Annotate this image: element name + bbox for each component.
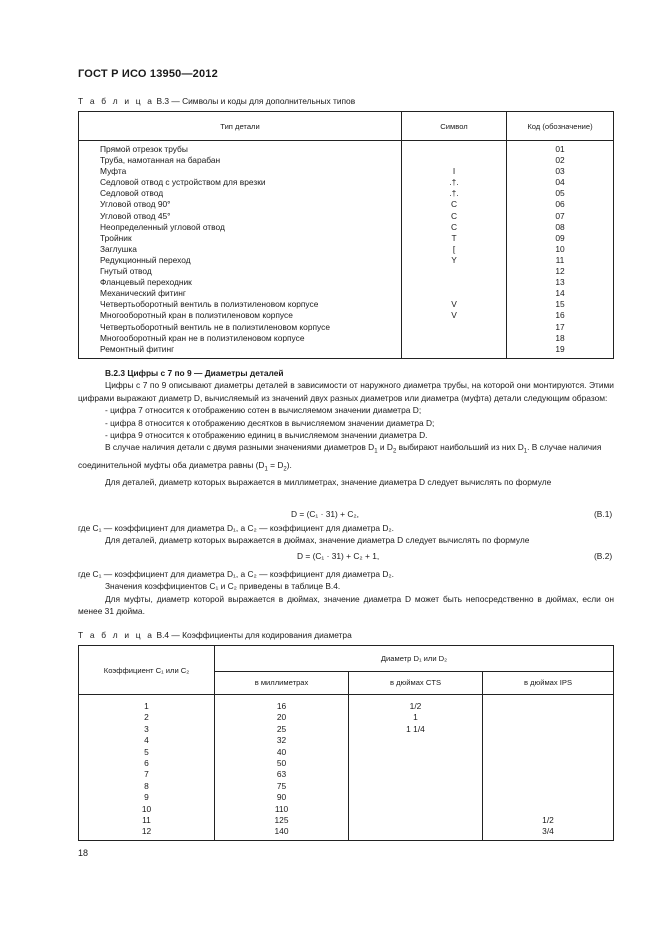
- symbol-cell: C: [450, 199, 458, 210]
- coefficient-cell: 1: [144, 701, 149, 711]
- ips-column: [483, 695, 614, 841]
- code-cell: 03: [555, 166, 565, 177]
- coefficient-cell: 12: [141, 826, 152, 837]
- part-type-cell: Четвертьоборотный вентиль не в полиэтиленовом корпусе: [100, 321, 330, 332]
- column-header: Символ: [402, 112, 507, 141]
- ips-cell: 1/2: [542, 814, 554, 825]
- symbol-cell: .†.: [449, 177, 459, 188]
- mm-cell: 16: [276, 701, 287, 711]
- part-type-cell: Седловой отвод: [100, 188, 164, 199]
- code-cell: 19: [555, 343, 565, 354]
- code-cell: 05: [555, 188, 565, 199]
- paragraph: Для деталей, диаметр которых выражается в дюймах, значение диаметра D следует вычислять по формуле: [105, 535, 530, 546]
- page-number: 18: [78, 848, 89, 858]
- code-cell: 10: [555, 243, 565, 254]
- cts-cell: 1/2: [409, 701, 422, 711]
- coefficient-cell: 4: [144, 735, 149, 746]
- part-type-cell: Муфта: [100, 166, 127, 177]
- coefficient-cell: 5: [144, 746, 149, 757]
- list-item: - цифра 8 относится к отображению десятков в вычисляемом значении диаметра D;: [105, 417, 435, 428]
- part-type-cell: Неопределенный угловой отвод: [100, 221, 225, 232]
- where-clause: где C₁ — коэффициент для диаметра D₁, а C₂ — коэффициент для диаметра D₂.: [78, 523, 395, 533]
- formula-b1-number: (В.1): [594, 509, 613, 519]
- list-item: - цифра 7 относится к отображению сотен в вычисляемом значении диаметра D;: [105, 405, 422, 416]
- coefficient-column: [79, 695, 215, 841]
- part-type-cell: Прямой отрезок трубы: [100, 144, 188, 154]
- code-cell: 08: [555, 221, 565, 232]
- code-cell: 18: [555, 332, 565, 343]
- cts-cell: [349, 781, 482, 792]
- ips-cell: [483, 712, 613, 723]
- code-cell: 11: [555, 254, 565, 265]
- mm-cell: 140: [274, 826, 289, 837]
- part-type-cell: Ремонтный фитинг: [100, 343, 175, 354]
- symbol-cell: [402, 288, 506, 299]
- table-b4-caption: Т а б л и ц а В.4 — Коэффициенты для кодирования диаметра: [78, 630, 352, 640]
- coefficient-cell: 7: [144, 769, 149, 780]
- symbol-column: [402, 141, 507, 359]
- symbol-cell: I: [452, 166, 456, 177]
- part-type-cell: Заглушка: [100, 243, 137, 254]
- cts-cell: [349, 769, 482, 780]
- symbol-cell: [: [452, 243, 456, 254]
- column-header: Диаметр D₁ или D₂: [215, 646, 614, 672]
- symbol-cell: [402, 144, 506, 155]
- mm-cell: 90: [276, 792, 287, 803]
- symbol-cell: C: [450, 210, 458, 221]
- code-cell: 13: [555, 277, 565, 288]
- code-cell: 12: [555, 266, 565, 277]
- column-header: Тип детали: [79, 112, 402, 141]
- mm-cell: 50: [276, 757, 287, 768]
- coefficient-cell: 3: [144, 723, 149, 734]
- column-header: в миллиметрах: [215, 671, 349, 694]
- ips-cell: [483, 701, 613, 712]
- mm-cell: 20: [276, 712, 287, 723]
- mm-cell: 32: [276, 735, 287, 746]
- code-cell: 16: [555, 310, 565, 321]
- formula-b2-number: (В.2): [594, 551, 613, 561]
- code-cell: 17: [555, 321, 565, 332]
- symbol-cell: Y: [451, 254, 457, 265]
- code-cell: 15: [555, 299, 565, 310]
- cts-cell: [349, 735, 482, 746]
- part-type-cell: Тройник: [100, 232, 132, 243]
- coefficient-cell: 6: [144, 757, 149, 768]
- cts-cell: [349, 826, 482, 837]
- coefficient-cell: 11: [142, 814, 151, 825]
- where-clause: где C₁ — коэффициент для диаметра D₁, а C₂ — коэффициент для диаметра D₂.: [78, 569, 395, 579]
- formula-b1: D = (C₁ · 31) + C₂,: [291, 509, 359, 519]
- cts-cell: 1 1/4: [406, 723, 425, 734]
- ips-cell: [483, 724, 613, 735]
- code-cell: 06: [555, 199, 565, 210]
- mm-column: [215, 695, 349, 841]
- paragraph: Значения коэффициентов C₁ и C₂ приведены в таблице В.4.: [105, 581, 341, 592]
- symbol-cell: [402, 277, 506, 288]
- cts-cell: [349, 747, 482, 758]
- formula-b2: D = (C₁ · 31) + C₂ + 1,: [297, 551, 380, 561]
- code-cell: 14: [555, 288, 565, 299]
- document-header: ГОСТ Р ИСО 13950—2012: [78, 68, 218, 80]
- part-type-cell: Многооборотный кран не в полиэтиленовом корпусе: [100, 332, 305, 343]
- coefficient-cell: 10: [141, 803, 152, 814]
- code-cell: 04: [555, 177, 565, 188]
- part-type-cell: Четвертьоборотный вентиль в полиэтиленовом корпусе: [100, 299, 319, 310]
- symbol-cell: .†.: [449, 188, 459, 199]
- mm-cell: 125: [274, 814, 289, 825]
- symbol-cell: V: [451, 310, 457, 321]
- cts-cell: [349, 815, 482, 826]
- ips-cell: [483, 769, 613, 780]
- section-heading: В.2.3 Цифры с 7 по 9 — Диаметры деталей: [105, 368, 284, 378]
- code-cell: 02: [555, 155, 565, 166]
- section-continued: [78, 568, 614, 618]
- column-header: Код (обозначение): [507, 112, 614, 141]
- symbol-cell: [402, 322, 506, 333]
- part-type-cell: Угловой отвод 45°: [100, 210, 171, 221]
- symbol-cell: [402, 155, 506, 166]
- symbol-cell: [402, 266, 506, 277]
- mm-cell: 75: [276, 780, 287, 791]
- coefficient-cell: 2: [144, 712, 149, 723]
- part-type-cell: Угловой отвод 90°: [100, 199, 171, 210]
- symbol-cell: [402, 344, 506, 355]
- table-b3-caption: Т а б л и ц а В.3 — Символы и коды для дополнительных типов: [78, 96, 356, 106]
- symbol-cell: T: [451, 232, 457, 243]
- symbol-cell: C: [450, 221, 458, 232]
- cts-cell: [349, 758, 482, 769]
- table-b3: [78, 111, 614, 359]
- part-type-cell: Редукционный переход: [100, 254, 191, 265]
- cts-column: [349, 695, 483, 841]
- ips-cell: 3/4: [542, 826, 554, 837]
- part-type-column: [79, 141, 402, 359]
- section-b23: [78, 367, 614, 488]
- mm-cell: 40: [276, 746, 287, 757]
- cts-cell: [349, 804, 482, 815]
- cts-cell: 1: [413, 712, 418, 723]
- code-cell: 07: [555, 210, 565, 221]
- ips-cell: [483, 781, 613, 792]
- code-cell: 09: [555, 232, 565, 243]
- coefficient-cell: 9: [144, 792, 149, 803]
- paragraph: Для деталей, диаметр которых выражается в миллиметрах, значение диаметра D следует вычислять по формуле: [105, 476, 552, 487]
- mm-cell: 25: [276, 723, 287, 734]
- ips-cell: [483, 735, 613, 746]
- ips-cell: [483, 758, 613, 769]
- part-type-cell: Фланцевый переходник: [100, 277, 192, 288]
- code-column: [507, 141, 614, 359]
- part-type-cell: Гнутый отвод: [100, 266, 152, 277]
- code-cell: 01: [555, 144, 565, 154]
- part-type-cell: Труба, намотанная на барабан: [100, 155, 221, 166]
- coefficient-cell: 8: [144, 780, 149, 791]
- table-b4: [78, 645, 614, 841]
- symbol-cell: [402, 333, 506, 344]
- part-type-cell: Механический фитинг: [100, 288, 186, 299]
- part-type-cell: Многооборотный кран в полиэтиленовом корпусе: [100, 310, 293, 321]
- column-header: Коэффициент C₁ или C₂: [79, 646, 215, 695]
- formula-block: [78, 522, 614, 547]
- ips-cell: [483, 792, 613, 803]
- mm-cell: 63: [276, 769, 287, 780]
- paragraph: Цифры с 7 по 9 описывают диаметры деталей в зависимости от наружного диаметра трубы, на которой они монтируются. Этими цифрами выражают диаметр D, вычисляемый из значений двух разных диаметров или диаметра (муфта) детали следующим образом:: [78, 380, 614, 403]
- column-header: в дюймах IPS: [483, 671, 614, 694]
- ips-cell: [483, 804, 613, 815]
- cts-cell: [349, 792, 482, 803]
- symbol-cell: V: [451, 299, 457, 310]
- mm-cell: 110: [274, 803, 289, 814]
- ips-cell: [483, 747, 613, 758]
- part-type-cell: Седловой отвод с устройством для врезки: [100, 177, 266, 188]
- list-item: - цифра 9 относится к отображению единиц в вычисляемом значении диаметра D.: [105, 430, 428, 441]
- paragraph: В случае наличия детали с двумя разными значениями диаметров $D_1$ и $D_2$ выбирают наибольший из них $D_1$. В случае наличия соединительной муфты оба диаметра равны $(D_1 = D_2)$.: [78, 442, 602, 473]
- column-header: в дюймах CTS: [349, 671, 483, 694]
- paragraph: Для муфты, диаметр которой выражается в дюймах, значение диаметра D может быть непосредственно в дюймах, если он менее 31 дюйма.: [78, 593, 614, 617]
